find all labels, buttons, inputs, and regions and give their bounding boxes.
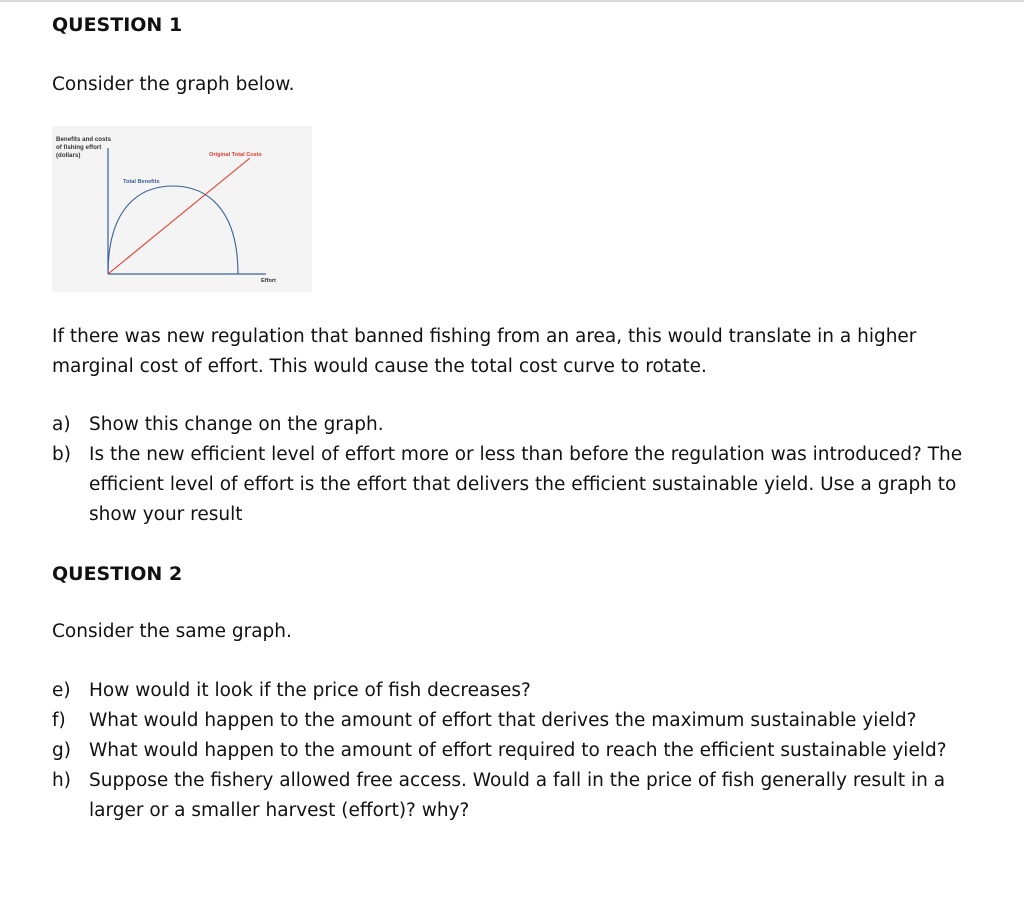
- effort-graph-figure: [52, 126, 312, 292]
- list-item: [52, 736, 982, 766]
- list-item-text: Suppose the fishery allowed free access. Would a fall in the price of fish generally result in a larger or a smaller harvest (effort)? why?: [89, 770, 946, 821]
- original-total-costs-line: [108, 158, 250, 274]
- original-total-costs-label: Original Total Costs: [209, 152, 262, 158]
- list-item: [52, 410, 982, 440]
- question-2-heading: QUESTION 2: [52, 563, 183, 585]
- list-marker: h): [52, 770, 71, 791]
- y-axis-label-line-3: (dollars): [56, 152, 81, 159]
- list-marker: a): [52, 414, 71, 435]
- list-item: [52, 766, 982, 826]
- question-1-intro: Consider the graph below.: [52, 74, 295, 95]
- list-marker: f): [52, 710, 66, 731]
- list-marker: g): [52, 740, 71, 761]
- total-benefits-curve: [108, 186, 238, 274]
- question-1-heading: QUESTION 1: [52, 14, 183, 36]
- list-item-text: Is the new efficient level of effort more or less than before the regulation was introduced? The efficient level of effort is the effort that delivers the efficient sustainable yield. Use a graph to show your result: [89, 444, 963, 525]
- list-item-text: Show this change on the graph.: [89, 414, 384, 435]
- list-item-text: What would happen to the amount of effort required to reach the efficient sustainable yield?: [89, 740, 947, 761]
- question-1-list: [52, 410, 982, 530]
- list-item: [52, 440, 982, 530]
- y-axis-label-line-1: Benefits and costs: [56, 136, 112, 143]
- x-axis-label: Effort: [261, 278, 276, 284]
- y-axis-label-line-2: of fishing effort: [56, 144, 102, 151]
- list-marker: e): [52, 680, 71, 701]
- question-1-paragraph: If there was new regulation that banned fishing from an area, this would translate in a higher marginal cost of effort. This would cause the total cost curve to rotate.: [52, 326, 917, 377]
- question-2-intro: Consider the same graph.: [52, 621, 292, 642]
- list-item: [52, 676, 982, 706]
- total-benefits-label: Total Benefits: [123, 179, 160, 185]
- list-item: [52, 706, 982, 736]
- list-marker: b): [52, 444, 71, 465]
- list-item-text: How would it look if the price of fish decreases?: [89, 680, 531, 701]
- question-2-list: [52, 676, 982, 826]
- list-item-text: What would happen to the amount of effort that derives the maximum sustainable yield?: [89, 710, 917, 731]
- effort-graph: [52, 126, 312, 292]
- top-rule: [0, 0, 1024, 2]
